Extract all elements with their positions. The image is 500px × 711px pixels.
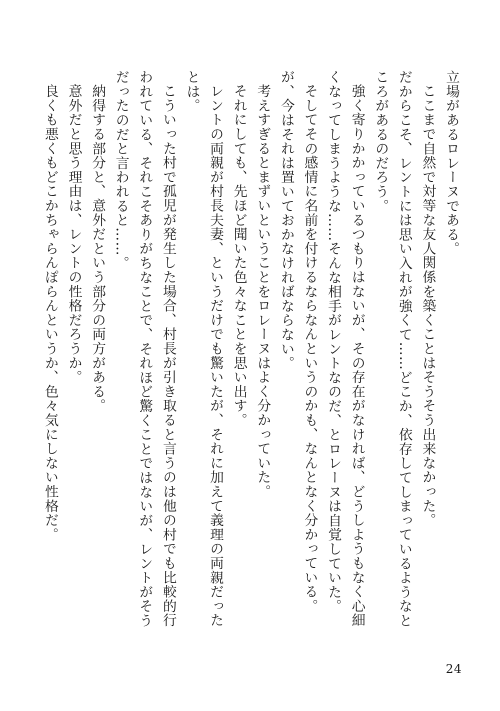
paragraph-line: 強く寄りかかっているつもりはないが、その存在がなければ、どうしようもなく心細くなってしまうような……そんな相手がレントなのだ、とロレーヌは自覚していた。 (325, 70, 365, 628)
paragraph-line: それにしても、先ほど聞いた色々なことを思い出す。 (230, 83, 247, 427)
paragraph-line: そしてその感情に名前を付けるならなんというのかも、なんとなく分かっている。 (301, 83, 318, 613)
paragraph-line: 意外だと思う理由は、レントの性格だろうか。 (65, 83, 82, 385)
paragraph-line: が、今はそれは置いておかなければならない。 (277, 70, 294, 371)
paragraph-line: 考えすぎるとまずいということをロレーヌはよく分かっていた。 (254, 83, 271, 499)
paragraph-line: レントの両親が村長夫妻、というだけでも驚いたが、それに加えて義理の両親だったとは。 (183, 70, 224, 628)
paragraph-line: ここまで自然で対等な友人関係を築くことはそうそう出来なかった。 (419, 83, 436, 528)
page-number: 24 (445, 662, 462, 676)
paragraph-line: だからこそ、レントには思い入れが強くて……どこか、依存してしまっているようなところがあるのだろう。 (372, 70, 412, 628)
page-body (30, 70, 462, 636)
paragraph-line: 納得する部分と、意外だという部分の両方がある。 (89, 83, 106, 413)
paragraph-line: こういった村で孤児が発生した場合、村長が引き取ると言うのは他の村でも比較的行われている、それこそありがちなことで、それほど驚くことではないが、レントがそうだったのだと言われると……。 (112, 70, 176, 628)
paragraph-line: 立場があるロレーヌである。 (443, 70, 459, 256)
paragraph-line: 良くも悪くもどこかちゃらんぽらんというか、色々気にしない性格だ。 (41, 83, 58, 542)
